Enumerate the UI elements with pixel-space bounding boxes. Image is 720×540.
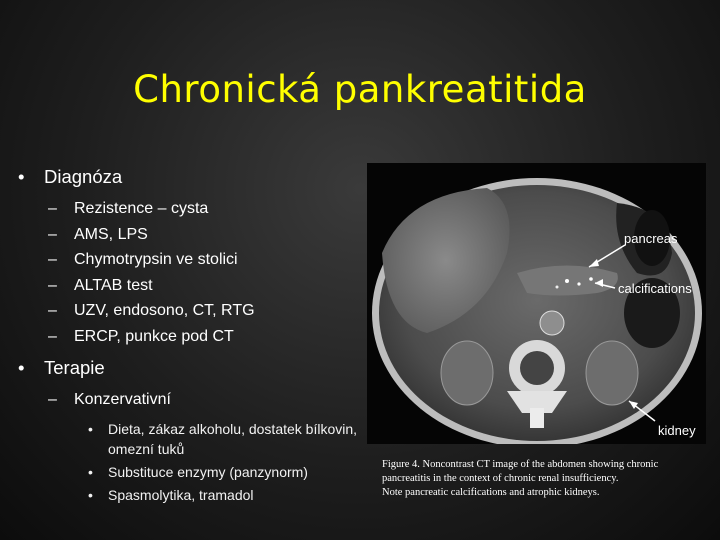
image-caption [382,458,712,500]
bullet-dot-icon: • [18,357,25,378]
diagnosis-items [18,196,358,349]
list-item [18,324,358,350]
bullet-dot-icon: • [88,486,93,503]
section-heading-therapy [18,355,358,381]
item-text: Chymotrypsin ve stolici [74,251,238,268]
ct-scan-drawing [367,163,706,444]
list-item [18,419,358,459]
dash-icon: – [48,276,57,294]
dash-icon: – [48,225,57,243]
item-text: ERCP, punkce pod CT [74,327,234,345]
slide-title: Chronická pankreatitida [133,68,587,111]
ct-scan-image [367,163,706,444]
label-pancreas: pancreas [624,231,678,246]
list-item [18,485,358,505]
item-text: Dieta, zákaz alkoholu, dostatek bílkovin, omezní tuků [108,420,358,457]
label-calcifications: calcifications [618,281,692,296]
list-item [18,222,358,248]
item-text: Konzervativní [74,391,171,408]
list-item [18,196,358,222]
dash-icon: – [48,200,57,217]
sub-heading-conservative [18,387,358,413]
list-item [18,462,358,482]
bullet-dot-icon: • [18,166,25,187]
item-text: AMS, LPS [74,225,148,243]
item-text: Substituce enzymy (panzynorm) [108,463,308,480]
item-text: UZV, endosono, CT, RTG [74,302,255,319]
dash-icon: – [48,391,57,408]
item-text: ALTAB test [74,276,153,294]
caption-line: Note pancreatic calcifications and atrophic kidneys. [382,487,600,498]
section-heading-diagnosis [18,164,358,190]
list-item [18,298,358,324]
dash-icon: – [48,251,57,268]
heading-text: Diagnóza [44,166,123,187]
bullet-dot-icon: • [88,463,93,480]
bullet-dot-icon: • [88,420,93,437]
list-item [18,273,358,299]
list-item [18,247,358,273]
label-kidney: kidney [658,423,696,438]
dash-icon: – [48,302,57,319]
heading-text: Terapie [44,357,105,378]
caption-line: pancreatitis in the context of chronic renal insufficiency. [382,473,619,484]
item-text: Spasmolytika, tramadol [108,486,254,503]
item-text: Rezistence – cysta [74,200,209,217]
bullet-list [18,164,358,508]
dash-icon: – [48,327,57,345]
caption-line: Figure 4. Noncontrast CT image of the abdomen showing chronic [382,459,659,470]
